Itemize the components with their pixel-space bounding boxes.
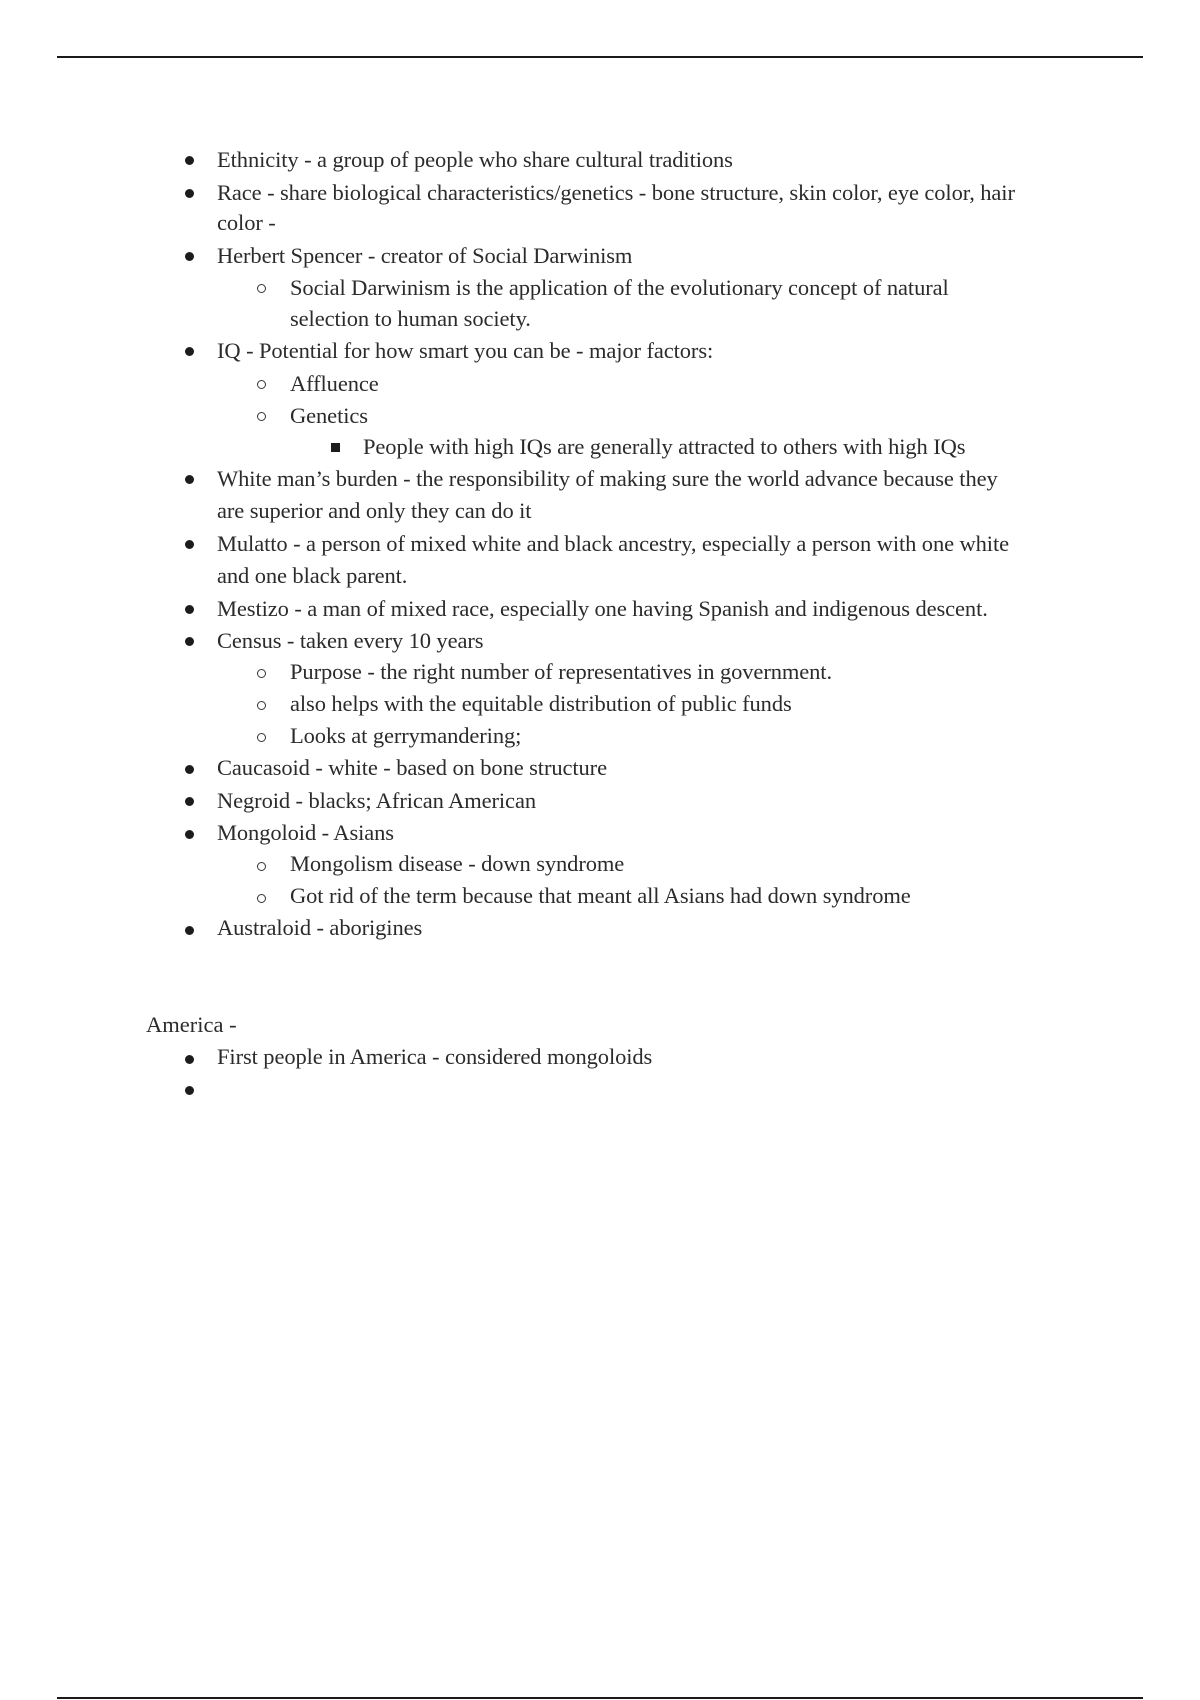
bullet-disc-icon (185, 252, 194, 261)
list-item-race-cont: color - (217, 210, 276, 235)
list-item-burden: White man’s burden - the responsibility of making sure the world advance because they (217, 466, 998, 491)
bullet-disc-icon (185, 347, 194, 356)
bullet-disc-icon (185, 475, 194, 484)
list-subitem-genetics: Genetics (290, 403, 368, 428)
bottom-rule (57, 1697, 1143, 1699)
bullet-circle-icon (257, 894, 266, 903)
bullet-disc-icon (185, 1055, 194, 1064)
list-item-burden-cont: are superior and only they can do it (217, 498, 532, 523)
list-subitem-mongolism: Mongolism disease - down syndrome (290, 851, 625, 876)
bullet-disc-icon (185, 1086, 194, 1095)
top-rule (57, 56, 1143, 58)
list-subitem-funds: also helps with the equitable distribution of public funds (290, 691, 792, 716)
bullet-circle-icon (257, 669, 266, 678)
bullet-circle-icon (257, 380, 266, 389)
list-subitem-social-darwinism: Social Darwinism is the application of the evolutionary concept of natural (290, 275, 949, 300)
list-subitem-purpose: Purpose - the right number of representatives in government. (290, 659, 832, 684)
list-item-mulatto: Mulatto - a person of mixed white and black ancestry, especially a person with one white (217, 531, 1009, 556)
bullet-square-icon (331, 443, 340, 452)
list-item-mongoloid: Mongoloid - Asians (217, 820, 394, 845)
list-item-census: Census - taken every 10 years (217, 628, 484, 653)
bullet-disc-icon (185, 156, 194, 165)
list-item-negroid: Negroid - blacks; African American (217, 788, 536, 813)
list-item-spencer: Herbert Spencer - creator of Social Darwinism (217, 243, 633, 268)
bullet-circle-icon (257, 284, 266, 293)
list-item-mulatto-cont: and one black parent. (217, 563, 408, 588)
list-item-iq: IQ - Potential for how smart you can be - major factors: (217, 338, 714, 363)
bullet-disc-icon (185, 637, 194, 646)
bullet-circle-icon (257, 412, 266, 421)
bullet-disc-icon (185, 830, 194, 839)
bullet-disc-icon (185, 540, 194, 549)
list-item-race: Race - share biological characteristics/genetics - bone structure, skin color, eye color, hair (217, 180, 1015, 205)
list-subitem-gerrymandering: Looks at gerrymandering; (290, 723, 522, 748)
bullet-circle-icon (257, 701, 266, 710)
bullet-disc-icon (185, 605, 194, 614)
list-item-caucasoid: Caucasoid - white - based on bone structure (217, 755, 607, 780)
list-subitem-social-darwinism-cont: selection to human society. (290, 306, 531, 331)
bullet-disc-icon (185, 926, 194, 935)
bullet-circle-icon (257, 862, 266, 871)
list-item-australoid: Australoid - aborigines (217, 915, 423, 940)
list-item-first-people: First people in America - considered mongoloids (217, 1044, 653, 1069)
list-subitem-term: Got rid of the term because that meant all Asians had down syndrome (290, 883, 911, 908)
list-item-mestizo: Mestizo - a man of mixed race, especially one having Spanish and indigenous descent. (217, 596, 988, 621)
list-subitem-affluence: Affluence (290, 371, 379, 396)
bullet-disc-icon (185, 189, 194, 198)
list-subsubitem-high-iq: People with high IQs are generally attracted to others with high IQs (363, 434, 966, 459)
list-item-ethnicity: Ethnicity - a group of people who share cultural traditions (217, 147, 733, 172)
bullet-circle-icon (257, 733, 266, 742)
bullet-disc-icon (185, 765, 194, 774)
america-heading: America - (146, 1012, 237, 1037)
bullet-disc-icon (185, 797, 194, 806)
